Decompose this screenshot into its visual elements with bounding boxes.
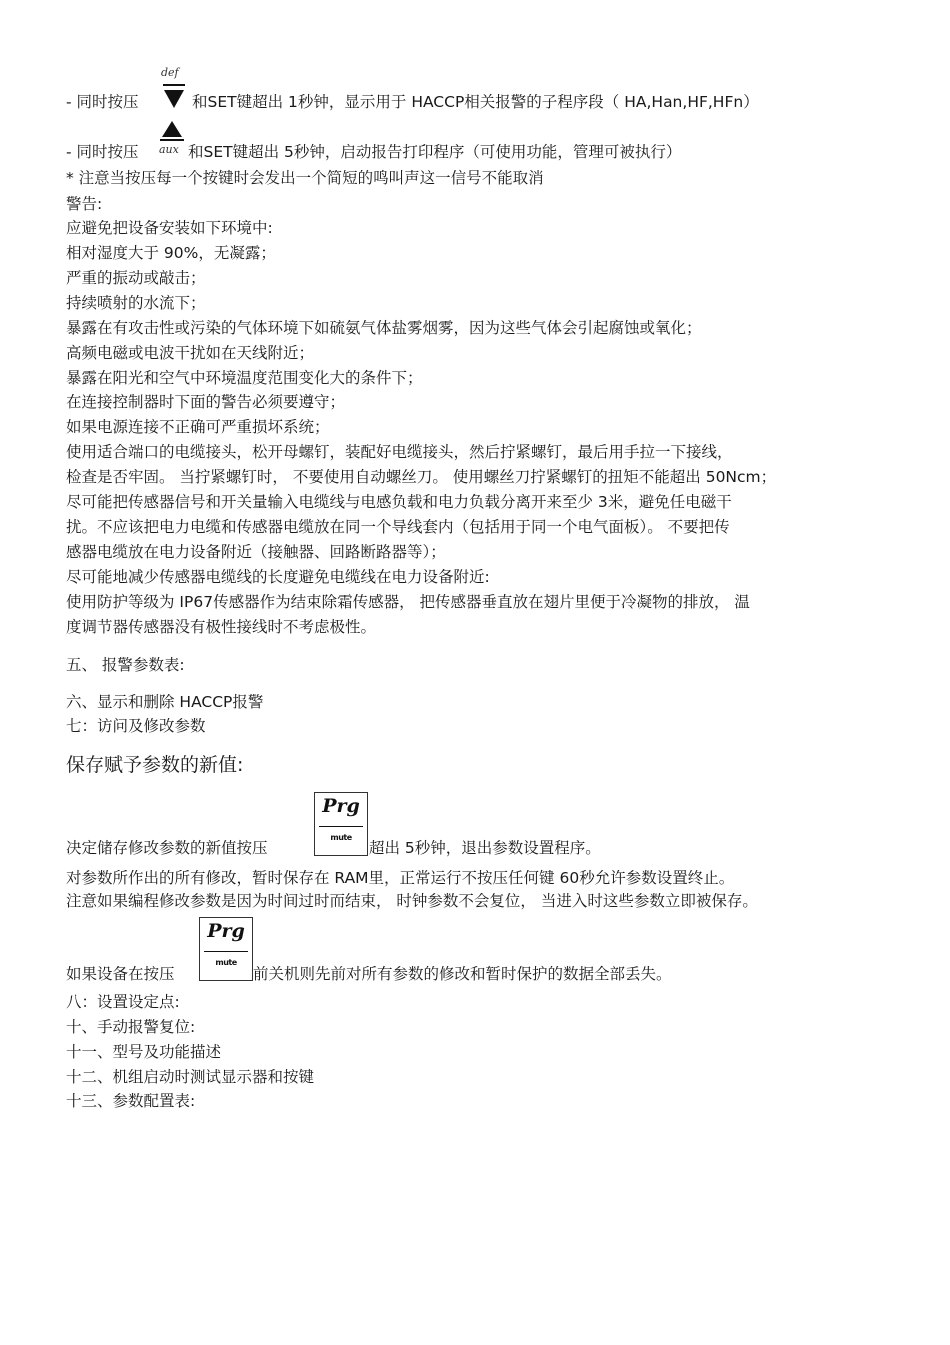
- text-line: 检查是否牢固。 当拧紧螺钉时， 不要使用自动螺丝刀。 使用螺丝刀拧紧螺钉的扭矩不能超出 50Ncm；: [66, 468, 777, 486]
- section-heading: 七：访问及修改参数: [66, 717, 206, 735]
- key-caption: Prg: [322, 795, 360, 817]
- prg-mute-key-icon: [314, 792, 368, 856]
- key-caption: Prg: [207, 920, 245, 942]
- section-heading: 十二、机组启动时测试显示器和按键: [66, 1068, 315, 1086]
- text-line: * 注意当按压每一个按键时会发出一个简短的鸣叫声这一信号不能取消: [66, 169, 544, 187]
- text-line: 感器电缆放在电力设备附近（接触器、回路断路器等）；: [66, 543, 446, 561]
- text-line: 超出 5秒钟，退出参数设置程序。: [369, 839, 601, 857]
- section-heading: 六、显示和删除 HACCP报警: [66, 693, 264, 711]
- text-line: 决定储存修改参数的新值按压: [66, 839, 268, 857]
- down-arrow-key-icon: [160, 66, 188, 112]
- text-line: 尽可能把传感器信号和开关量输入电缆线与电感负载和电力负载分离开来至少 3米，避免任电磁干: [66, 493, 732, 511]
- text-line: 相对湿度大于 90%，无凝露；: [66, 244, 276, 262]
- section-heading: 十一、型号及功能描述: [66, 1043, 222, 1061]
- prg-mute-key-icon: [199, 917, 253, 981]
- text-line: 暴露在阳光和空气中环境温度范围变化大的条件下；: [66, 369, 423, 387]
- section-heading: 十三、参数配置表:: [66, 1092, 196, 1110]
- text-line: 度调节器传感器没有极性接线时不考虑极性。: [66, 618, 377, 636]
- text-line: 扰。不应该把电力电缆和传感器电缆放在同一个导线套内（包括用于同一个电气面板）。 不要把传: [66, 518, 730, 536]
- text-line: 使用防护等级为 IP67传感器作为结束除霜传感器， 把传感器垂直放在翅片里便于冷凝物的排放， 温: [66, 593, 750, 611]
- key-caption: mute: [215, 958, 237, 967]
- key-caption: aux: [159, 143, 179, 156]
- text-line: 和SET键超出 5秒钟，启动报告打印程序（可使用功能，管理可被执行）: [188, 143, 682, 161]
- text-line: 暴露在有攻击性或污染的气体环境下如硫氨气体盐雾烟雾，因为这些气体会引起腐蚀或氧化；: [66, 319, 702, 337]
- text-line: 注意如果编程修改参数是因为时间过时而结束， 时钟参数不会复位， 当进入时这些参数立即被保存。: [66, 892, 758, 910]
- section-heading: 保存赋予参数的新值:: [66, 754, 244, 776]
- section-heading: 十、手动报警复位:: [66, 1018, 196, 1036]
- text-line: 如果设备在按压: [66, 965, 175, 983]
- text-line: 如果电源连接不正确可严重损坏系统；: [66, 418, 330, 436]
- text-line: 和SET键超出 1秒钟，显示用于 HACCP相关报警的子程序段（ HA,Han,HF,HFn）: [192, 93, 759, 111]
- section-heading: 五、 报警参数表:: [66, 656, 185, 674]
- text-line: 在连接控制器时下面的警告必须要遵守；: [66, 393, 346, 411]
- text-line: 使用适合端口的电缆接头，松开母螺钉，装配好电缆接头，然后拧紧螺钉，最后用手拉一下接线，: [66, 443, 733, 461]
- text-line: 前关机则先前对所有参数的修改和暂时保护的数据全部丢失。: [253, 965, 672, 983]
- text-line: 警告:: [66, 195, 103, 213]
- text-line: - 同时按压: [66, 93, 139, 111]
- key-caption: def: [161, 66, 179, 79]
- text-line: 应避免把设备安装如下环境中:: [66, 219, 273, 237]
- section-heading: 八：设置设定点:: [66, 993, 180, 1011]
- text-line: - 同时按压: [66, 143, 139, 161]
- text-line: 尽可能地减少传感器电缆线的长度避免电缆线在电力设备附近:: [66, 568, 490, 586]
- text-line: 持续喷射的水流下；: [66, 294, 206, 312]
- key-caption: mute: [330, 833, 352, 842]
- up-arrow-key-icon: [156, 119, 188, 161]
- text-line: 严重的振动或敲击；: [66, 269, 206, 287]
- text-line: 高频电磁或电波干扰如在天线附近；: [66, 344, 315, 362]
- text-line: 对参数所作出的所有修改，暂时保存在 RAM里，正常运行不按压任何键 60秒允许参数设置终止。: [66, 869, 735, 887]
